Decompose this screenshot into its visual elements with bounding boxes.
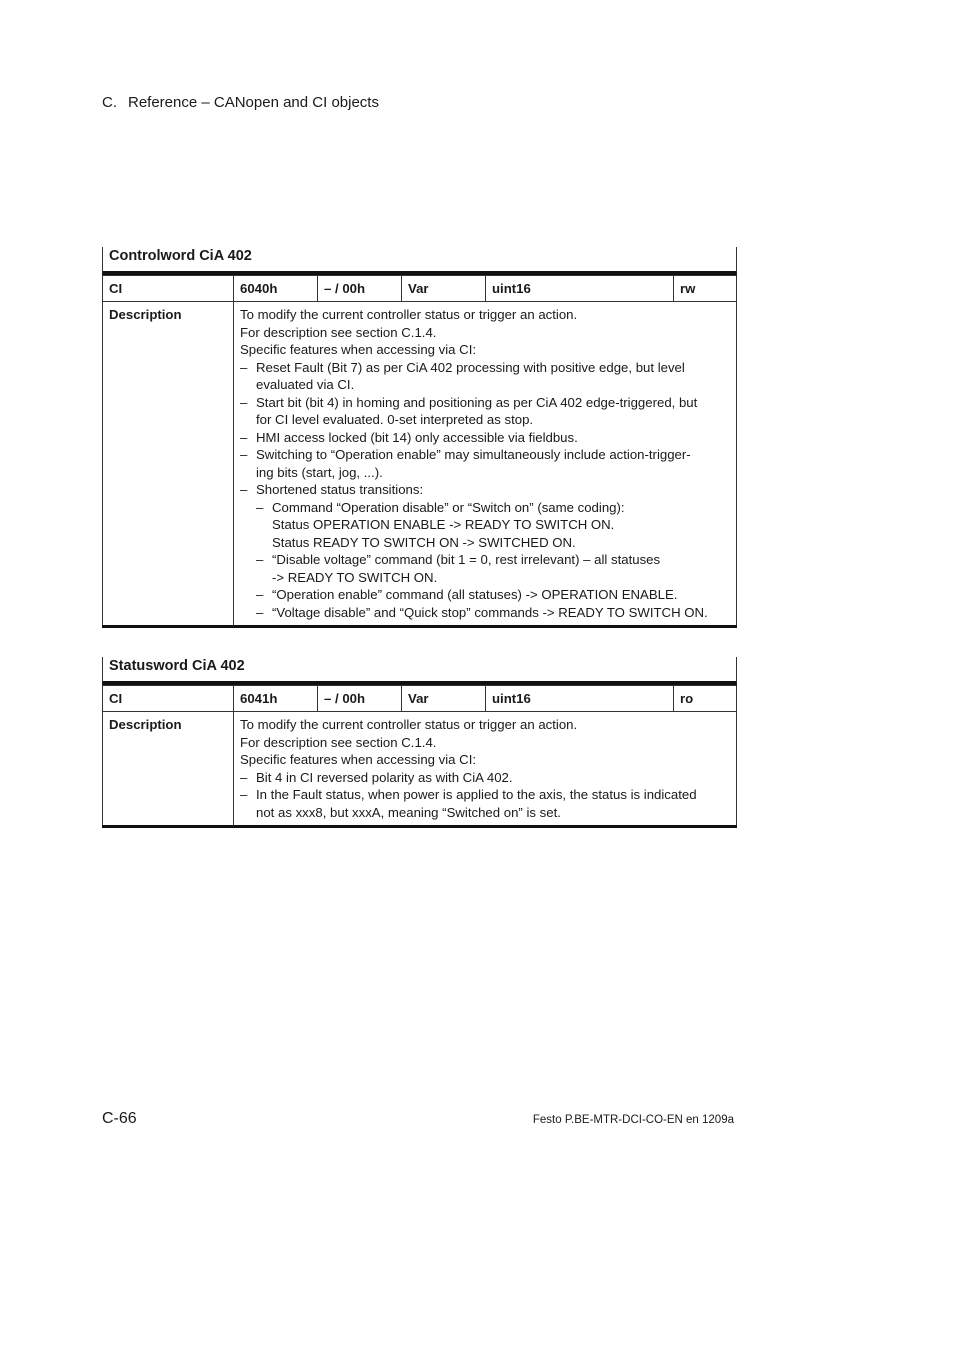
document-id: Festo P.BE-MTR-DCI-CO-EN en 1209a bbox=[532, 1114, 734, 1126]
text-line: For description see section C.1.4. bbox=[240, 324, 437, 340]
description-label: Description bbox=[103, 302, 234, 626]
table-title: Controlword CiA 402 bbox=[102, 247, 737, 275]
text-line: To modify the current controller status or trigger an action. bbox=[240, 717, 578, 732]
controlword-table bbox=[102, 247, 737, 628]
text-line: “Operation enable” command (all statuses) -> OPERATION ENABLE. bbox=[272, 587, 678, 602]
head-cell: uint16 bbox=[486, 276, 674, 302]
head-cell: CI bbox=[103, 276, 234, 302]
description-text bbox=[234, 302, 737, 626]
head-cell: ro bbox=[674, 686, 737, 712]
text-line: HMI access locked (bit 14) only accessible via fieldbus. bbox=[256, 429, 578, 445]
table-head-row bbox=[103, 276, 737, 302]
description-label: Description bbox=[103, 712, 234, 826]
list-item: – In the Fault status, when power is applied to the axis, the status is indicated bbox=[240, 787, 697, 802]
text-line: Specific features when accessing via CI: bbox=[240, 342, 477, 357]
text-line: not as xxx8, but xxxA, meaning “Switched on” is set. bbox=[256, 804, 561, 820]
chapter-title: Reference – CANopen and CI objects bbox=[128, 94, 379, 111]
list-item: – Switching to “Operation enable” may simultaneously include action-trigger- bbox=[240, 447, 691, 462]
table-title: Statusword CiA 402 bbox=[102, 657, 737, 685]
text-line: For description see section C.1.4. bbox=[240, 734, 437, 750]
text-line: Switching to “Operation enable” may simultaneously include action-trigger- bbox=[256, 447, 691, 462]
description-text bbox=[234, 712, 737, 826]
head-cell: 6041h bbox=[234, 686, 318, 712]
text-line: Status OPERATION ENABLE -> READY TO SWITCH ON. bbox=[272, 517, 615, 532]
text-line: Command “Operation disable” or “Switch on” (same coding): bbox=[272, 499, 625, 515]
head-cell: rw bbox=[674, 276, 737, 302]
description-row bbox=[103, 302, 737, 626]
sub-list-item: – “Voltage disable” and “Quick stop” commands -> READY TO SWITCH ON. bbox=[256, 604, 708, 620]
text-line: Start bit (bit 4) in homing and positioning as per CiA 402 edge-triggered, but bbox=[256, 394, 698, 410]
list-item: – HMI access locked (bit 14) only accessible via fieldbus. bbox=[240, 429, 578, 445]
text-line: Bit 4 in CI reversed polarity as with CiA 402. bbox=[256, 769, 513, 785]
text-line: In the Fault status, when power is applied to the axis, the status is indicated bbox=[256, 787, 697, 802]
chapter-header bbox=[102, 94, 379, 111]
head-cell: Var bbox=[402, 686, 486, 712]
head-cell: – / 00h bbox=[318, 276, 402, 302]
text-line: Shortened status transitions: bbox=[256, 482, 424, 497]
text-line: ing bits (start, jog, ...). bbox=[256, 464, 383, 480]
list-item: – Reset Fault (Bit 7) as per CiA 402 processing with positive edge, but level bbox=[240, 359, 685, 375]
list-item: – Start bit (bit 4) in homing and positioning as per CiA 402 edge-triggered, but bbox=[240, 394, 698, 410]
list-item: – Shortened status transitions: bbox=[240, 482, 424, 497]
page-number: C-66 bbox=[102, 1110, 137, 1127]
chapter-number: C. bbox=[102, 94, 117, 111]
sub-list-item: – “Disable voltage” command (bit 1 = 0, rest irrelevant) – all statuses bbox=[256, 552, 661, 567]
text-line: evaluated via CI. bbox=[256, 377, 355, 392]
description-row bbox=[103, 712, 737, 826]
text-line: To modify the current controller status or trigger an action. bbox=[240, 307, 578, 322]
head-cell: – / 00h bbox=[318, 686, 402, 712]
table-bottom-rule bbox=[102, 825, 737, 828]
sub-list-item: – “Operation enable” command (all statuses) -> OPERATION ENABLE. bbox=[256, 587, 678, 602]
text-line: -> READY TO SWITCH ON. bbox=[272, 569, 438, 585]
sub-list-item: – Command “Operation disable” or “Switch on” (same coding): bbox=[256, 499, 625, 515]
head-cell: Var bbox=[402, 276, 486, 302]
head-cell: CI bbox=[103, 686, 234, 712]
table-head-row bbox=[103, 686, 737, 712]
list-item: – Bit 4 in CI reversed polarity as with CiA 402. bbox=[240, 769, 513, 785]
text-line: “Disable voltage” command (bit 1 = 0, rest irrelevant) – all statuses bbox=[272, 552, 661, 567]
text-line: Reset Fault (Bit 7) as per CiA 402 processing with positive edge, but level bbox=[256, 359, 685, 375]
head-cell: uint16 bbox=[486, 686, 674, 712]
text-line: Specific features when accessing via CI: bbox=[240, 752, 477, 767]
text-line: Status READY TO SWITCH ON -> SWITCHED ON. bbox=[272, 534, 576, 550]
statusword-table bbox=[102, 657, 737, 828]
table-bottom-rule bbox=[102, 625, 737, 628]
text-line: for CI level evaluated. 0-set interpreted as stop. bbox=[256, 412, 534, 427]
text-line: “Voltage disable” and “Quick stop” commands -> READY TO SWITCH ON. bbox=[272, 604, 708, 620]
head-cell: 6040h bbox=[234, 276, 318, 302]
